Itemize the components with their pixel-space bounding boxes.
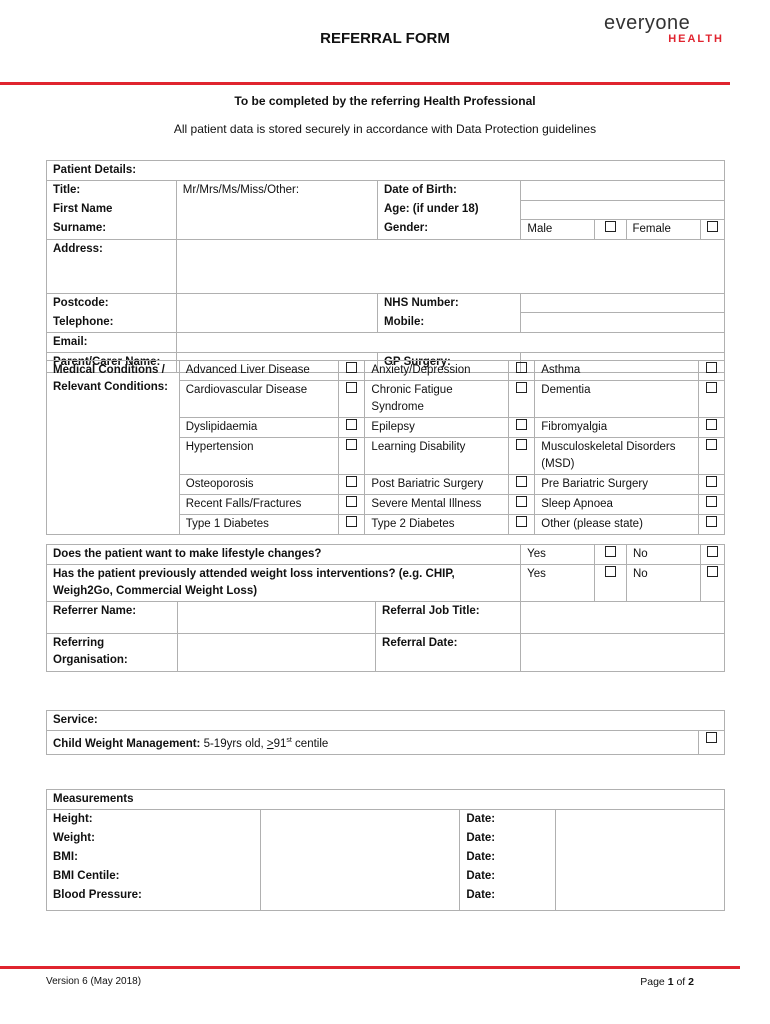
email-field[interactable]	[176, 332, 724, 352]
page-word: Page	[640, 976, 665, 988]
referring-organisation-field[interactable]	[178, 634, 376, 672]
lifestyle-yes-checkbox[interactable]	[595, 545, 627, 565]
surname-label: Surname:	[47, 219, 177, 239]
centile-word: centile	[295, 737, 329, 750]
condition-checkbox[interactable]	[698, 361, 724, 381]
condition-label: Type 2 Diabetes	[365, 515, 509, 535]
service-checkbox[interactable]	[699, 731, 725, 755]
gender-male-checkbox[interactable]	[595, 219, 626, 239]
lifestyle-yes-label: Yes	[521, 545, 595, 565]
measurement-value-field[interactable]	[260, 810, 460, 830]
condition-label: Epilepsy	[365, 418, 509, 438]
age-label: Age: (if under 18)	[377, 200, 520, 219]
footer-rule	[0, 966, 740, 969]
condition-label: Type 1 Diabetes	[179, 515, 339, 535]
gender-male-label: Male	[521, 219, 595, 239]
condition-label: Dementia	[535, 381, 699, 418]
referral-date-field[interactable]	[521, 634, 725, 672]
lifestyle-question: Does the patient want to make lifestyle changes?	[47, 545, 521, 565]
dob-field[interactable]	[521, 181, 725, 201]
first-name-label: First Name	[47, 200, 177, 219]
condition-label: Recent Falls/Fractures	[179, 495, 339, 515]
condition-label: Post Bariatric Surgery	[365, 475, 509, 495]
page-number	[640, 976, 694, 988]
measurement-label: Weight:	[47, 829, 261, 848]
logo-subtitle: HEALTH	[668, 33, 724, 45]
condition-checkbox[interactable]	[509, 438, 535, 475]
referrer-name-field[interactable]	[178, 602, 376, 634]
gender-female-label: Female	[626, 219, 700, 239]
postcode-label: Postcode:	[47, 293, 177, 313]
measurement-date-label: Date:	[460, 886, 556, 910]
measurement-date-field[interactable]	[556, 848, 725, 867]
measurement-date-field[interactable]	[556, 810, 725, 830]
nhs-number-label: NHS Number:	[377, 293, 520, 313]
gte-symbol: >	[266, 737, 274, 750]
condition-label: Hypertension	[179, 438, 339, 475]
condition-checkbox[interactable]	[509, 381, 535, 418]
referrer-name-label: Referrer Name:	[47, 602, 178, 634]
condition-checkbox[interactable]	[509, 475, 535, 495]
service-heading: Service:	[47, 711, 725, 731]
gender-female-checkbox[interactable]	[700, 219, 724, 239]
title-field[interactable]: Mr/Mrs/Ms/Miss/Other:	[176, 181, 377, 201]
version-text: Version 6 (May 2018)	[46, 976, 142, 987]
intro-note: All patient data is stored securely in accordance with Data Protection guidelines	[173, 122, 597, 136]
condition-label: Severe Mental Illness	[365, 495, 509, 515]
condition-checkbox[interactable]	[339, 515, 365, 535]
address-field[interactable]	[176, 239, 724, 293]
condition-checkbox[interactable]	[698, 515, 724, 535]
service-age-range: 5-19yrs old,	[203, 737, 264, 750]
condition-label: Pre Bariatric Surgery	[535, 475, 699, 495]
measurement-value-field[interactable]	[260, 829, 460, 848]
condition-label: Asthma	[535, 361, 699, 381]
condition-label: Dyslipidaemia	[179, 418, 339, 438]
telephone-label: Telephone:	[47, 313, 177, 333]
first-name-field[interactable]	[176, 200, 377, 219]
measurement-label: Blood Pressure:	[47, 886, 261, 910]
condition-checkbox[interactable]	[509, 495, 535, 515]
patient-details-table	[46, 160, 725, 373]
nhs-number-field[interactable]	[521, 293, 725, 313]
parent-carer-label: Parent/Carer Name:	[47, 352, 177, 372]
referral-date-label: Referral Date:	[376, 634, 521, 672]
page-of: of	[676, 976, 686, 988]
condition-checkbox[interactable]	[509, 418, 535, 438]
condition-checkbox[interactable]	[339, 361, 365, 381]
condition-label: Anxiety/Depression	[365, 361, 509, 381]
referral-job-title-label: Referral Job Title:	[376, 602, 521, 634]
condition-checkbox[interactable]	[509, 361, 535, 381]
logo-wordmark: everyone	[604, 12, 691, 34]
gp-surgery-label: GP Surgery:	[377, 352, 520, 372]
age-field[interactable]	[521, 200, 725, 219]
questions-table	[46, 544, 725, 672]
condition-label: Learning Disability	[365, 438, 509, 475]
measurement-date-field[interactable]	[556, 886, 725, 910]
condition-label: Chronic Fatigue Syndrome	[365, 381, 509, 418]
condition-checkbox[interactable]	[698, 475, 724, 495]
measurements-heading: Measurements	[47, 790, 725, 810]
conditions-table	[46, 360, 725, 535]
conditions-label: Medical Conditions / Relevant Conditions:	[47, 361, 180, 535]
page-total: 2	[688, 976, 694, 988]
condition-checkbox[interactable]	[698, 438, 724, 475]
page-current: 1	[667, 976, 674, 988]
dob-label: Date of Birth:	[377, 181, 520, 201]
measurement-date-field[interactable]	[556, 829, 725, 848]
centile-number: 91	[273, 737, 287, 750]
condition-label: Cardiovascular Disease	[179, 381, 339, 418]
condition-label: Osteoporosis	[179, 475, 339, 495]
measurement-value-field[interactable]	[260, 886, 460, 910]
everyone-health-logo	[604, 12, 724, 45]
email-label: Email:	[47, 332, 177, 352]
lifestyle-no-checkbox[interactable]	[700, 545, 724, 565]
condition-checkbox[interactable]	[698, 418, 724, 438]
measurement-date-field[interactable]	[556, 867, 725, 886]
measurement-date-label: Date:	[460, 867, 556, 886]
centile-suffix: st	[286, 737, 292, 744]
measurement-date-label: Date:	[460, 810, 556, 830]
measurement-date-label: Date:	[460, 829, 556, 848]
postcode-field[interactable]	[176, 293, 377, 313]
telephone-field[interactable]	[176, 313, 377, 333]
condition-checkbox[interactable]	[698, 495, 724, 515]
service-name: Child Weight Management:	[53, 737, 201, 750]
measurement-date-label: Date:	[460, 848, 556, 867]
condition-checkbox[interactable]	[339, 418, 365, 438]
condition-label: Sleep Apnoea	[535, 495, 699, 515]
measurement-label: BMI Centile:	[47, 867, 261, 886]
mobile-field[interactable]	[521, 313, 725, 333]
condition-checkbox[interactable]	[509, 515, 535, 535]
header-rule	[0, 82, 730, 85]
patient-details-heading: Patient Details:	[47, 161, 725, 181]
gender-label: Gender:	[377, 219, 520, 239]
referring-organisation-label: Referring Organisation:	[47, 634, 178, 672]
form-title: REFERRAL FORM	[320, 30, 450, 47]
lifestyle-no-label: No	[626, 545, 700, 565]
condition-label: Musculoskeletal Disorders (MSD)	[535, 438, 699, 475]
intro-heading: To be completed by the referring Health Professional	[234, 94, 536, 108]
address-label: Address:	[47, 239, 177, 293]
referral-job-title-field[interactable]	[521, 602, 725, 634]
weight-loss-yes-label: Yes	[521, 565, 595, 602]
measurements-table	[46, 789, 725, 911]
measurement-value-field[interactable]	[260, 848, 460, 867]
service-table	[46, 710, 725, 755]
weight-loss-question: Has the patient previously attended weight loss interventions? (e.g. CHIP, Weigh2Go, Commercial Weight Loss)	[47, 565, 521, 602]
weight-loss-no-checkbox[interactable]	[700, 565, 724, 602]
condition-label: Other (please state)	[535, 515, 699, 535]
condition-checkbox[interactable]	[339, 475, 365, 495]
condition-checkbox[interactable]	[698, 381, 724, 418]
weight-loss-no-label: No	[626, 565, 700, 602]
condition-checkbox[interactable]	[339, 438, 365, 475]
condition-label: Fibromyalgia	[535, 418, 699, 438]
measurement-label: Height:	[47, 810, 261, 830]
surname-field[interactable]	[176, 219, 377, 239]
measurement-value-field[interactable]	[260, 867, 460, 886]
title-label: Title:	[47, 181, 177, 201]
condition-checkbox[interactable]	[339, 495, 365, 515]
mobile-label: Mobile:	[377, 313, 520, 333]
measurement-label: BMI:	[47, 848, 261, 867]
weight-loss-yes-checkbox[interactable]	[595, 565, 627, 602]
condition-checkbox[interactable]	[339, 381, 365, 418]
service-option-label	[47, 731, 699, 755]
condition-label: Advanced Liver Disease	[179, 361, 339, 381]
